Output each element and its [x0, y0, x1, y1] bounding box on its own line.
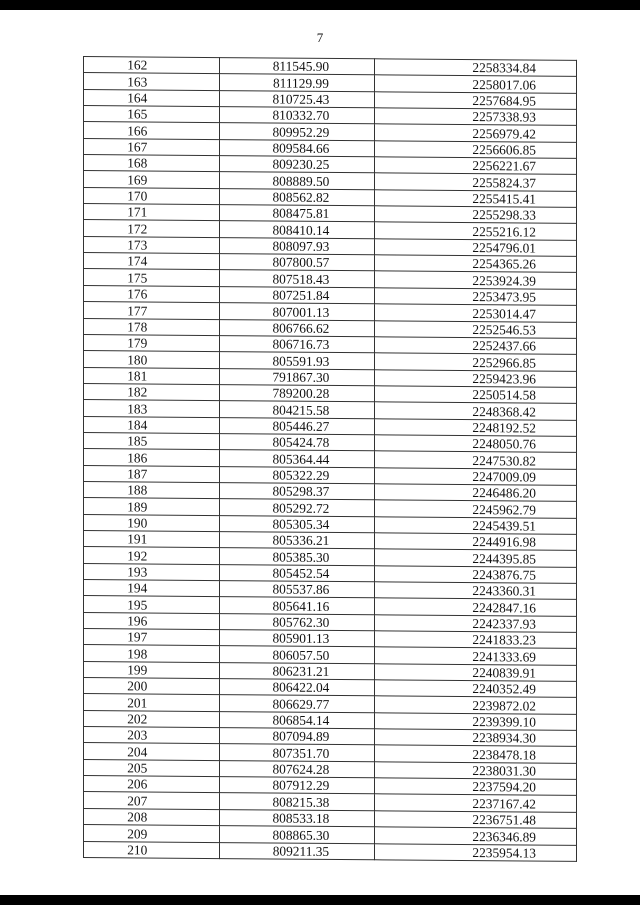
x-coordinate-cell: 809211.35: [219, 842, 375, 860]
y-coordinate-cell: 2254796.01: [375, 239, 577, 257]
x-coordinate-cell: 789200.28: [219, 384, 375, 402]
y-coordinate-cell: 2242847.16: [375, 598, 577, 616]
scan-border-bottom: [0, 895, 640, 905]
y-coordinate-cell: 2253473.95: [375, 288, 577, 306]
y-coordinate-cell: 2255824.37: [375, 173, 577, 191]
y-coordinate-cell: 2257684.95: [375, 91, 577, 109]
table-row: [84, 841, 577, 861]
point-number-cell: 189: [84, 498, 220, 515]
x-coordinate-cell: 805385.30: [219, 548, 375, 566]
x-coordinate-cell: 806629.77: [219, 695, 375, 713]
point-number-cell: 179: [84, 334, 220, 351]
x-coordinate-cell: 805322.29: [219, 466, 375, 484]
y-coordinate-cell: 2236346.89: [375, 827, 577, 845]
point-number-cell: 187: [84, 465, 220, 482]
x-coordinate-cell: 809952.29: [219, 123, 375, 141]
point-number-cell: 201: [84, 694, 220, 711]
point-number-cell: 183: [84, 400, 220, 417]
x-coordinate-cell: 808562.82: [219, 188, 375, 206]
x-coordinate-cell: 806766.62: [219, 319, 375, 337]
x-coordinate-cell: 811545.90: [219, 58, 375, 76]
x-coordinate-cell: 809584.66: [219, 139, 375, 157]
point-number-cell: 181: [84, 367, 220, 384]
point-number-cell: 162: [84, 57, 220, 74]
point-number-cell: 180: [84, 351, 220, 368]
point-number-cell: 202: [84, 710, 220, 727]
y-coordinate-cell: 2253924.39: [375, 271, 577, 289]
x-coordinate-cell: 807800.57: [219, 254, 375, 272]
x-coordinate-cell: 809230.25: [219, 156, 375, 174]
x-coordinate-cell: 811129.99: [219, 74, 375, 92]
y-coordinate-cell: 2235954.13: [375, 843, 577, 861]
x-coordinate-cell: 808865.30: [219, 826, 375, 844]
x-coordinate-cell: 807912.29: [219, 777, 375, 795]
y-coordinate-cell: 2258017.06: [375, 75, 577, 93]
point-number-cell: 198: [84, 645, 220, 662]
y-coordinate-cell: 2258334.84: [375, 59, 577, 77]
y-coordinate-cell: 2239399.10: [375, 713, 577, 731]
y-coordinate-cell: 2239872.02: [375, 696, 577, 714]
y-coordinate-cell: 2245962.79: [375, 500, 577, 518]
y-coordinate-cell: 2252966.85: [375, 353, 577, 371]
point-number-cell: 170: [84, 187, 220, 204]
x-coordinate-cell: 806422.04: [219, 679, 375, 697]
x-coordinate-cell: 805446.27: [219, 417, 375, 435]
y-coordinate-cell: 2253014.47: [375, 304, 577, 322]
y-coordinate-cell: 2256979.42: [375, 124, 577, 142]
y-coordinate-cell: 2259423.96: [375, 369, 577, 387]
x-coordinate-cell: 810332.70: [219, 107, 375, 125]
point-number-cell: 176: [84, 285, 220, 302]
scan-border-top: [0, 0, 640, 10]
point-number-cell: 206: [84, 776, 220, 793]
coordinates-table: [83, 56, 577, 862]
y-coordinate-cell: 2238478.18: [375, 745, 577, 763]
point-number-cell: 188: [84, 481, 220, 498]
x-coordinate-cell: 804215.58: [219, 401, 375, 419]
y-coordinate-cell: 2252437.66: [375, 337, 577, 355]
point-number-cell: 185: [84, 432, 220, 449]
point-number-cell: 165: [84, 106, 220, 123]
y-coordinate-cell: 2243360.31: [375, 582, 577, 600]
x-coordinate-cell: 806716.73: [219, 335, 375, 353]
point-number-cell: 186: [84, 449, 220, 466]
x-coordinate-cell: 805336.21: [219, 532, 375, 550]
point-number-cell: 177: [84, 302, 220, 319]
y-coordinate-cell: 2240839.91: [375, 664, 577, 682]
y-coordinate-cell: 2247530.82: [375, 451, 577, 469]
point-number-cell: 173: [84, 236, 220, 253]
y-coordinate-cell: 2256606.85: [375, 141, 577, 159]
point-number-cell: 199: [84, 661, 220, 678]
y-coordinate-cell: 2240352.49: [375, 680, 577, 698]
point-number-cell: 200: [84, 678, 220, 695]
page-number: 7: [316, 30, 324, 45]
x-coordinate-cell: 807251.84: [219, 286, 375, 304]
point-number-cell: 194: [84, 580, 220, 597]
coordinates-table-body: [84, 57, 577, 862]
point-number-cell: 182: [84, 383, 220, 400]
x-coordinate-cell: 810725.43: [219, 90, 375, 108]
point-number-cell: 205: [84, 759, 220, 776]
x-coordinate-cell: 807094.89: [219, 728, 375, 746]
y-coordinate-cell: 2244395.85: [375, 549, 577, 567]
point-number-cell: 203: [84, 727, 220, 744]
y-coordinate-cell: 2248368.42: [375, 402, 577, 420]
point-number-cell: 191: [84, 530, 220, 547]
y-coordinate-cell: 2248192.52: [375, 418, 577, 436]
point-number-cell: 208: [84, 808, 220, 825]
x-coordinate-cell: 806057.50: [219, 646, 375, 664]
y-coordinate-cell: 2241333.69: [375, 647, 577, 665]
point-number-cell: 209: [84, 825, 220, 842]
x-coordinate-cell: 805591.93: [219, 352, 375, 370]
x-coordinate-cell: 808097.93: [219, 237, 375, 255]
point-number-cell: 169: [84, 171, 220, 188]
x-coordinate-cell: 805364.44: [219, 450, 375, 468]
y-coordinate-cell: 2237167.42: [375, 794, 577, 812]
x-coordinate-cell: 808215.38: [219, 793, 375, 811]
point-number-cell: 163: [84, 73, 220, 90]
x-coordinate-cell: 805537.86: [219, 581, 375, 599]
point-number-cell: 193: [84, 563, 220, 580]
point-number-cell: 195: [84, 596, 220, 613]
y-coordinate-cell: 2248050.76: [375, 435, 577, 453]
x-coordinate-cell: 807001.13: [219, 303, 375, 321]
y-coordinate-cell: 2255298.33: [375, 206, 577, 224]
point-number-cell: 174: [84, 253, 220, 270]
y-coordinate-cell: 2238934.30: [375, 729, 577, 747]
x-coordinate-cell: 805292.72: [219, 499, 375, 517]
y-coordinate-cell: 2255216.12: [375, 222, 577, 240]
x-coordinate-cell: 806854.14: [219, 711, 375, 729]
y-coordinate-cell: 2254365.26: [375, 255, 577, 273]
point-number-cell: 196: [84, 612, 220, 629]
y-coordinate-cell: 2250514.58: [375, 386, 577, 404]
x-coordinate-cell: 807624.28: [219, 760, 375, 778]
x-coordinate-cell: 791867.30: [219, 368, 375, 386]
y-coordinate-cell: 2242337.93: [375, 614, 577, 632]
point-number-cell: 168: [84, 155, 220, 172]
y-coordinate-cell: 2236751.48: [375, 811, 577, 829]
point-number-cell: 164: [84, 89, 220, 106]
point-number-cell: 166: [84, 122, 220, 139]
y-coordinate-cell: 2246486.20: [375, 484, 577, 502]
y-coordinate-cell: 2252546.53: [375, 320, 577, 338]
x-coordinate-cell: 805641.16: [219, 597, 375, 615]
point-number-cell: 175: [84, 269, 220, 286]
y-coordinate-cell: 2237594.20: [375, 778, 577, 796]
y-coordinate-cell: 2247009.09: [375, 467, 577, 485]
x-coordinate-cell: 805762.30: [219, 613, 375, 631]
point-number-cell: 190: [84, 514, 220, 531]
y-coordinate-cell: 2243876.75: [375, 565, 577, 583]
point-number-cell: 192: [84, 547, 220, 564]
x-coordinate-cell: 805452.54: [219, 564, 375, 582]
x-coordinate-cell: 808889.50: [219, 172, 375, 190]
x-coordinate-cell: 808533.18: [219, 809, 375, 827]
y-coordinate-cell: 2238031.30: [375, 762, 577, 780]
x-coordinate-cell: 805305.34: [219, 515, 375, 533]
point-number-cell: 184: [84, 416, 220, 433]
x-coordinate-cell: 808475.81: [219, 205, 375, 223]
y-coordinate-cell: 2245439.51: [375, 516, 577, 534]
x-coordinate-cell: 805424.78: [219, 433, 375, 451]
y-coordinate-cell: 2255415.41: [375, 190, 577, 208]
x-coordinate-cell: 807518.43: [219, 270, 375, 288]
point-number-cell: 172: [84, 220, 220, 237]
x-coordinate-cell: 805901.13: [219, 630, 375, 648]
point-number-cell: 207: [84, 792, 220, 809]
x-coordinate-cell: 806231.21: [219, 662, 375, 680]
y-coordinate-cell: 2241833.23: [375, 631, 577, 649]
point-number-cell: 204: [84, 743, 220, 760]
point-number-cell: 197: [84, 629, 220, 646]
x-coordinate-cell: 805298.37: [219, 483, 375, 501]
y-coordinate-cell: 2257338.93: [375, 108, 577, 126]
point-number-cell: 167: [84, 138, 220, 155]
point-number-cell: 171: [84, 204, 220, 221]
y-coordinate-cell: 2256221.67: [375, 157, 577, 175]
x-coordinate-cell: 808410.14: [219, 221, 375, 239]
point-number-cell: 178: [84, 318, 220, 335]
x-coordinate-cell: 807351.70: [219, 744, 375, 762]
point-number-cell: 210: [84, 841, 220, 858]
y-coordinate-cell: 2244916.98: [375, 533, 577, 551]
